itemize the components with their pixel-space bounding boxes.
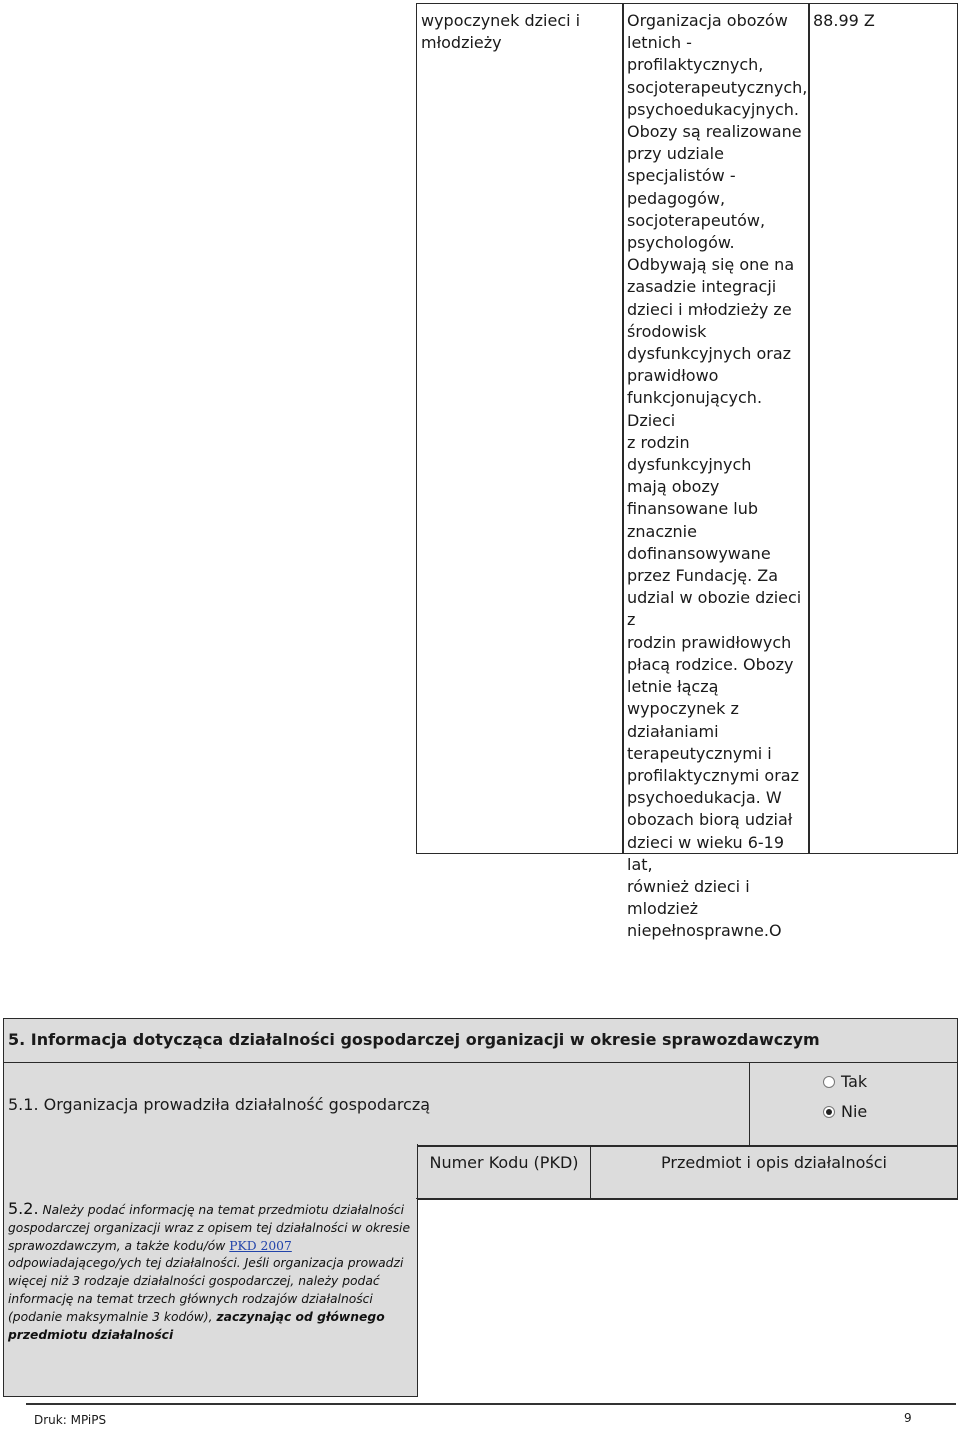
q52-number: 5.2. bbox=[8, 1199, 39, 1218]
subject-input-cell[interactable] bbox=[590, 1198, 958, 1199]
activity-description-cell bbox=[622, 3, 810, 941]
activity-name-cell bbox=[416, 3, 624, 854]
footer-left: Druk: MPiPS bbox=[34, 1413, 107, 1427]
q51-label-cell bbox=[3, 1062, 751, 1146]
q52-description-cell bbox=[3, 1144, 418, 1397]
page-number: 9 bbox=[904, 1411, 912, 1425]
q52-text-part1: Należy podać informację na temat przedmiotu działalności gospodarczej organizacji wraz z opisem tej działalności w okresie sprawozdawczym, a także kodu/ów bbox=[8, 1203, 411, 1253]
activity-code: 88.99 Z bbox=[813, 11, 875, 30]
radio-tak-circle[interactable] bbox=[823, 1076, 835, 1088]
radio-nie-label: Nie bbox=[841, 1102, 868, 1121]
radio-nie-circle[interactable] bbox=[823, 1106, 835, 1118]
pkd-2007-link[interactable]: PKD 2007 bbox=[229, 1238, 292, 1253]
subject-column-label: Przedmiot i opis działalności bbox=[661, 1153, 887, 1172]
pkd-column-header bbox=[416, 1146, 592, 1200]
pkd-code-input-cell[interactable] bbox=[416, 1198, 592, 1199]
section-5-title: 5. Informacja dotycząca działalności gospodarczej organizacji w okresie sprawozdawczym bbox=[8, 1030, 820, 1049]
q51-label: 5.1. Organizacja prowadziła działalność gospodarczą bbox=[8, 1095, 431, 1114]
q52-text-part2: odpowiadającego/ych tej działalności. Jeśli organizacja prowadzi więcej niż 3 rodzaje działalności gospodarczej, należy podać informację na temat trzech głównych rodzajów działalności (podanie maksymalnie 3 kodów), bbox=[8, 1256, 404, 1324]
activity-description: Organizacja obozów letnich - profilaktycznych, socjoterapeutycznych, psychoedukacyjnych. Obozy są realizowane przy udziale specjalistów - pedagogów, socjoterapeutów, psychologów. Odbywają się one na zasadzie integracji dzieci i młodzieży ze środowisk dysfunkcyjnych oraz prawidłowo funkcjonujących. Dzieci z rodzin dysfunkcyjnych mają obozy finansowane lub znacznie dofinansowywane przez Fundację. Za udzial w obozie dzieci z rodzin prawidłowych płacą rodzice. Obozy letnie łączą wypoczynek z działaniami terapeutycznymi i profilaktycznymi oraz psychoedukacja. W obozach biorą udział dzieci w wieku 6-19 lat, również dzieci i mlodzież niepełnosprawne.O bbox=[627, 11, 808, 941]
radio-tak[interactable] bbox=[823, 1072, 867, 1091]
subject-column-header bbox=[590, 1146, 958, 1200]
footer-rule bbox=[26, 1403, 956, 1405]
activity-code-cell bbox=[808, 3, 958, 854]
radio-tak-label: Tak bbox=[841, 1072, 868, 1091]
section-5-header bbox=[3, 1018, 958, 1064]
activity-name: wypoczynek dzieci i młodzieży bbox=[421, 11, 581, 53]
q52-text bbox=[8, 1200, 416, 1344]
radio-selected-dot bbox=[826, 1109, 832, 1115]
radio-nie[interactable] bbox=[823, 1102, 867, 1121]
q51-radio-cell bbox=[749, 1062, 958, 1146]
pkd-column-label: Numer Kodu (PKD) bbox=[429, 1153, 579, 1172]
q52-text-bold: zaczynając od głównego przedmiotu działalności bbox=[8, 1309, 385, 1342]
